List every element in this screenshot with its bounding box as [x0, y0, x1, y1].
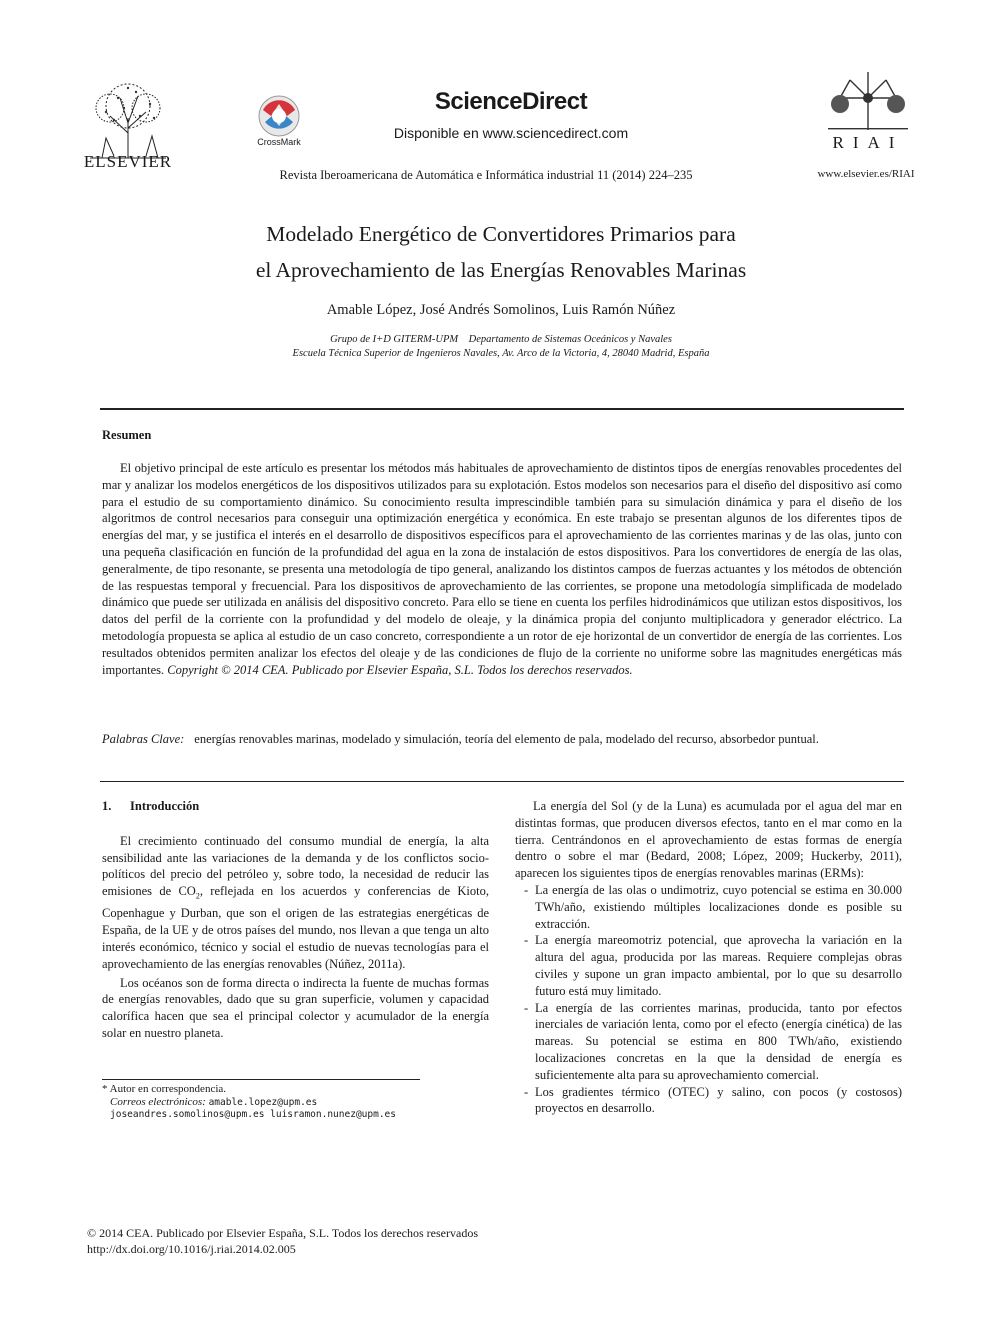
crossmark-label: CrossMark [257, 137, 301, 147]
footnote-divider [102, 1079, 420, 1080]
keywords-list: energías renovables marinas, modelado y simulación, teoría del elemento de pala, modelado del recurso, absorbedor puntual. [194, 732, 819, 746]
intro-p1-text-a: El crecimiento continuado del consumo mundial de energía, la alta sensibilidad ante las variaciones de la demanda y de los conflictos socio-políticos del precio del petróleo y, sobre todo, la necesidad de reducir las emisiones de CO [102, 833, 489, 899]
elsevier-wordmark: ELSEVIER [83, 152, 173, 171]
co2-subscript: 2 [195, 891, 200, 901]
footer-copyright: © 2014 CEA. Publicado por Elsevier España, S.L. Todos los derechos reservados [87, 1226, 478, 1240]
affiliation-line-1: Grupo de I+D GITERM-UPM Departamento de Sistemas Oceánicos y Navales [330, 334, 672, 345]
list-item: - La energía mareomotriz potencial, que aprovecha la variación en la altura del agua, producida por las mareas. Requiere complejas obras civiles y supone un gran impacto ambiental, por lo que su desarrollo futuro está muy limitado. [515, 932, 902, 999]
list-item: - La energía de las olas o undimotriz, cuyo potencial se estima en 30.000 TWh/año, existiendo múltiples localizaciones donde es posible su extracción. [515, 882, 902, 932]
section-number: 1. [102, 799, 112, 813]
riai-url-link[interactable]: www.elsevier.es/RIAI [817, 168, 915, 180]
footnote-line-1: * Autor en correspondencia. [102, 1083, 227, 1095]
title-line-1: Modelado Energético de Convertidores Primarios para [266, 222, 736, 246]
header-divider [100, 408, 904, 410]
author-list: Amable López, José Andrés Somolinos, Luis Ramón Núñez [326, 302, 676, 318]
sciencedirect-availability[interactable]: Disponible en www.sciencedirect.com [393, 125, 629, 141]
emails-label: Correos electrónicos: [110, 1095, 206, 1108]
affiliation-line-2: Escuela Técnica Superior de Ingenieros Navales, Av. Arco de la Victoria, 4, 28040 Madrid, España [292, 348, 710, 359]
left-column [102, 798, 489, 1042]
list-item: - Los gradientes térmico (OTEC) y salino, con pocos (y costosos) proyectos en desarrollo. [515, 1084, 902, 1118]
email-link[interactable]: amable.lopez@upm.es [208, 1096, 318, 1108]
intro-p1-text-b: , reflejada en los acuerdos y conferencias de Kioto, Copenhague y Durban, que son el origen de las estrategias energéticas de España, de la UE y de otros países del mundo, nos llevan a que tenga un alto interés económico, técnico y social el estudio de nuevas tecnologías para el aprovechamiento de las energías renovables (Núñez, 2011a). [102, 884, 489, 971]
journal-citation: Revista Iberoamericana de Automática e Informática industrial 11 (2014) 224–235 [279, 168, 693, 182]
keywords-label: Palabras Clave: [102, 732, 185, 746]
abstract-copyright: Copyright © 2014 CEA. Publicado por Elsevier España, S.L. Todos los derechos reservados. [167, 662, 633, 677]
keywords [102, 731, 902, 748]
abstract-heading: Resumen [102, 428, 152, 442]
doi-link[interactable]: http://dx.doi.org/10.1016/j.riai.2014.02.005 [87, 1242, 296, 1256]
abstract-text: El objetivo principal de este artículo es presentar los métodos más habituales de aprovechamiento de distintos tipos de energías renovables procedentes del mar y analizar los modelos energéticos de los dispositivos utilizados para su explotación. Estos modelos son necesarios para el diseño del dispositivo así como para el estudio de su comportamiento dinámico. Su conocimiento resulta imprescindible también para su simulación dinámica y para el diseño de los algoritmos de control necesarios para conseguir una optimización energética y económica. En este trabajo se presentan algunos de los diferentes tipos de energías del mar, y se justifica el interés en el desarrollo de dispositivos específicos para el aprovechamiento de las corrientes marinas y de las olas, junto con una pequeña clasificación en función de la profundidad del agua en la zona de instalación de estos dispositivos. Para los convertidores de energía de las olas, generalmente, de tipo resonante, se presenta una metodología de tipo general, analizando los distintos campos de fuerzas actuantes y los métodos de obtención de las respuestas temporal y frecuencial. Para los dispositivos de aprovechamiento de las corrientes, se propone una metodología simplificada de modelado dinámico que puede ser utilizada en análisis del dispositivo concreto. Para ello se tiene en cuenta los perfiles hidrodinámicos que utilizan estos dispositivos, los datos del perfil de la corriente con la profundidad y del modelo de oleaje, y la dinámica propia del conjunto multiplicadora y generador eléctrico. La metodología propuesta se aplica al estudio de un caso concreto, correspondiente a un rotor de eje horizontal de un convertidor de energía de las corrientes. Los resultados obtenidos permiten analizar los efectos del oleaje y de las condiciones de flujo de la corriente no uniforme sobre las magnitudes energéticas más importantes. [102, 461, 902, 677]
corresponding-author-footnote [102, 1083, 502, 1122]
list-item: - La energía de las corrientes marinas, producida, tanto por efectos inerciales de variación lenta, como por el efecto (energía cinética) de las mareas. Su potencial se estima en 800 TWh/año, existiendo localizaciones concretas en la que la densidad de energía es suficientemente alta para su aprovechamiento comercial. [515, 1000, 902, 1084]
intro-paragraph-2: Los océanos son de forma directa o indirecta la fuente de muchas formas de energías renovables, dado que su gran superficie, volumen y capacidad calorífica hacen que sea el principal colector y acumulador de la energía solar en nuestro planeta. [102, 975, 489, 1041]
intro-paragraph-3: La energía del Sol (y de la Luna) es acumulada por el agua del mar en distintas formas, que producen diversos efectos, tanto en el mar como en la tierra. Centrándonos en el aprovechamiento de estas formas de energía dentro o sobre el mar (Bedard, 2008; López, 2009; Huckerby, 2011), aparecen los siguientes tipos de energías renovables marinas (ERMs): [515, 799, 902, 881]
section-title: Introducción [130, 799, 200, 813]
section-heading-introduccion [102, 798, 489, 815]
email-links-line-2[interactable]: joseandres.somolinos@upm.es luisramon.nunez@upm.es [110, 1109, 396, 1120]
page-footer [87, 1225, 687, 1257]
footnote-emails [102, 1096, 502, 1110]
intro-paragraph-1 [102, 833, 489, 973]
erm-types-list [515, 882, 902, 1117]
abstract-body [102, 460, 902, 678]
title-line-2: el Aprovechamiento de las Energías Renovables Marinas [255, 258, 747, 282]
right-column [515, 798, 902, 1117]
sciencedirect-title: ScienceDirect [434, 88, 588, 115]
abstract-divider [100, 781, 904, 782]
affiliations [100, 333, 902, 361]
riai-wordmark: RIAI [832, 133, 904, 152]
article-title [100, 216, 902, 288]
